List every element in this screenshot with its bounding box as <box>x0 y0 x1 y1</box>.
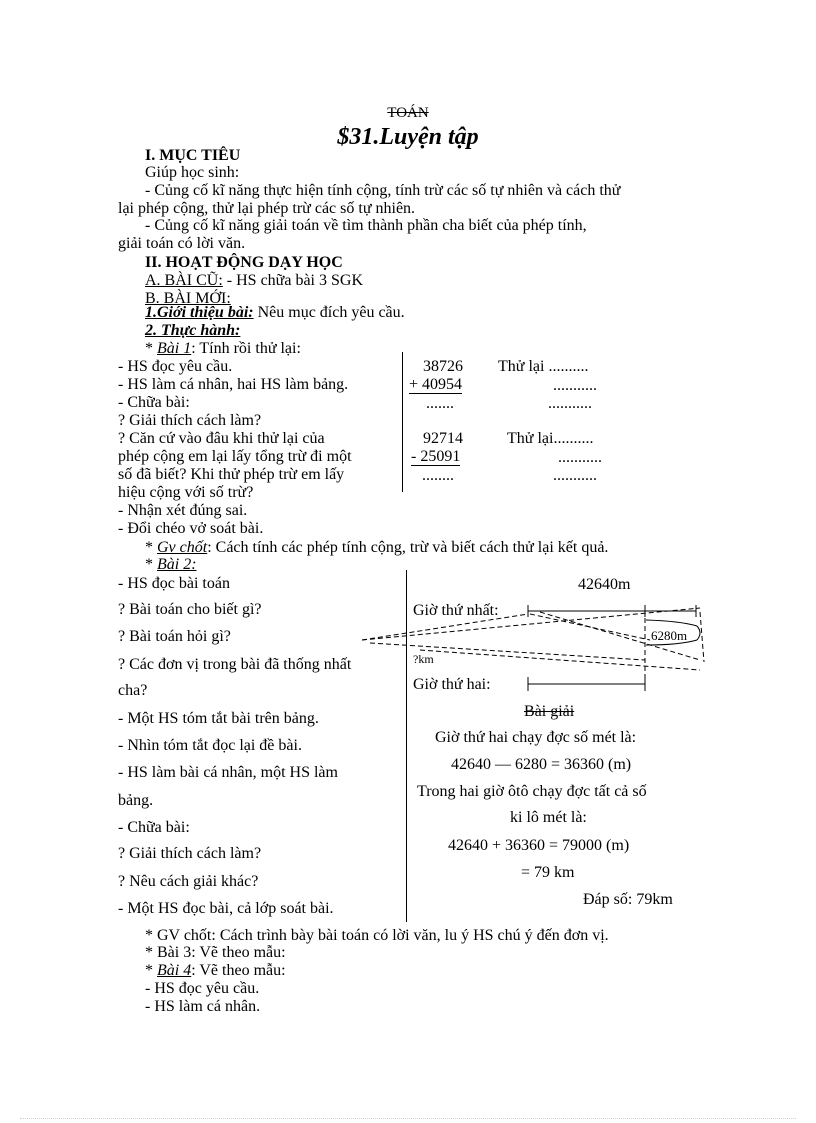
diagram-unknown: ?km <box>413 652 434 666</box>
diff-brace <box>646 620 700 645</box>
section1-heading: I. MỤC TIÊU <box>145 147 241 164</box>
check2-dots3: ........... <box>553 467 597 484</box>
bai1-left-7: hiệu cộng với số trừ? <box>118 484 254 501</box>
bai1-left-1: - HS làm cá nhân, hai HS làm bảng. <box>118 376 349 393</box>
check1-label: Thử lại .......... <box>498 358 589 375</box>
calc1-top: 38726 <box>423 358 463 375</box>
closing-line2: - HS làm cá nhân. <box>145 998 261 1015</box>
bai2-left-12: - Một HS đọc bài, cả lớp soát bài. <box>118 900 334 917</box>
section2-intro-label: 1.Giới thiệu bài: <box>145 304 254 321</box>
bai2-left-7: - HS làm bài cá nhân, một HS làm <box>118 764 338 781</box>
check2-dots2: ........... <box>558 449 602 466</box>
calc1-dots: ....... <box>426 395 454 412</box>
diagram-hour1: Giờ thứ nhất: <box>413 602 499 619</box>
bai1-title: Bài 1 <box>157 340 192 357</box>
solution-line-1: 42640 — 6280 = 36360 (m) <box>451 756 632 773</box>
solution-line-5: = 79 km <box>521 864 575 881</box>
solution-line-4: 42640 + 36360 = 79000 (m) <box>448 837 630 854</box>
gv-chot1-label: Gv chốt <box>157 539 208 556</box>
section2-intro-text: Nêu mục đích yêu cầu. <box>253 304 405 321</box>
goal2-line1: - Củng cố kĩ năng giải toán về tìm thành phần cha biết của phép tính, <box>145 217 587 234</box>
bai4-prefix: * <box>145 962 157 979</box>
practice-label: 2. Thực hành: <box>145 322 241 339</box>
dash-line-3 <box>370 643 645 660</box>
dash-right <box>700 612 704 662</box>
bai1-prefix: * <box>145 340 157 357</box>
section2-a-text: - HS chữa bài 3 SGK <box>222 272 363 289</box>
bai2-left-5: - Một HS tóm tắt bài trên bảng. <box>118 710 319 727</box>
bai1-left-3: ? Giải thích cách làm? <box>118 412 262 429</box>
solution-line-2: Trong hai giờ ôtô chạy đợc tất cả số <box>417 783 647 800</box>
calc2-dots: ........ <box>422 467 454 484</box>
lesson-title: $31.Luyện tập <box>337 124 479 150</box>
calc1-op-text: + 40954 <box>409 376 463 393</box>
dash-line-4 <box>540 612 700 660</box>
subject-title: TOÁN <box>387 105 429 121</box>
bai1-left-4: ? Căn cứ vào đâu khi thử lại của <box>118 430 325 447</box>
diagram-hour2: Giờ thứ hai: <box>413 676 491 693</box>
bai1-left-2: - Chữa bài: <box>118 394 190 411</box>
solution-line-0: Giờ thứ hai chạy đợc số mét là: <box>435 729 637 746</box>
diagram-diff: 6280m <box>651 628 688 643</box>
calc2-op-text: - 25091 <box>411 448 461 465</box>
bai2-left-4: cha? <box>118 682 148 699</box>
check1-dots2: ........... <box>553 377 597 394</box>
bai1-left-6: số đã biết? Khi thử phép trừ em lấy <box>118 466 345 483</box>
bai4-line <box>145 962 286 980</box>
bai1-left-8: - Nhận xét đúng sai. <box>118 502 248 519</box>
bai4-text: : Vẽ theo mẫu: <box>191 962 286 979</box>
bai2-left-11: ? Nêu cách giải khác? <box>118 873 259 890</box>
bai2-left-8: bảng. <box>118 792 154 809</box>
goal2-line2: giải toán có lời văn. <box>118 235 246 252</box>
calc2-top: 92714 <box>423 430 463 447</box>
bai2-left-1: ? Bài toán cho biết gì? <box>118 601 262 618</box>
bai1-text: : Tính rồi thử lại: <box>191 340 301 357</box>
dash-line-1 <box>362 614 528 640</box>
goal1-line1: - Củng cố kĩ năng thực hiện tính cộng, tính trừ các số tự nhiên và cách thử <box>145 182 621 199</box>
bai2-left-2: ? Bài toán hỏi gì? <box>118 628 231 645</box>
check1-dots3: ........... <box>548 395 592 412</box>
check2-label: Thử lại.......... <box>507 430 594 447</box>
section2-b-label: B. BÀI MỚI: <box>145 290 231 307</box>
closing-line1: - HS đọc yêu cầu. <box>145 980 260 997</box>
solution-answer: Đáp số: 79km <box>583 891 673 908</box>
bai3-line: * Bài 3: Vẽ theo mẫu: <box>145 944 286 961</box>
diagram-total: 42640m <box>578 576 631 593</box>
page-footer-rule <box>20 1118 796 1119</box>
gv-chot1-text: : Cách tính các phép tính cộng, trừ và biết cách thử lại kết quả. <box>207 539 609 556</box>
solution-line-3: ki lô mét là: <box>510 809 587 826</box>
gv-chot2: * GV chốt: Cách trình bày bài toán có lời văn, lu ý HS chú ý đến đơn vị. <box>145 927 609 944</box>
bai2-left-6: - Nhìn tóm tắt đọc lại đề bài. <box>118 737 302 754</box>
bai2-left-0: - HS đọc bài toán <box>118 575 230 592</box>
solution-title <box>524 703 574 721</box>
section2-a-label: A. BÀI CŨ: <box>145 272 223 289</box>
dash-line-2 <box>362 608 700 640</box>
bai2-prefix: * <box>145 556 157 573</box>
bai4-label: Bài 4 <box>157 962 192 979</box>
solution-title-text: Bài giải <box>524 703 575 720</box>
bai2-left-3: ? Các đơn vị trong bài đã thống nhất <box>118 656 352 673</box>
bai2-title: Bài 2: <box>157 556 197 573</box>
section1-intro: Giúp học sinh: <box>145 164 240 181</box>
goal1-line2: lại phép cộng, thử lại phép trừ các số tự nhiên. <box>118 200 416 217</box>
bai1-left-9: - Đổi chéo vở soát bài. <box>118 520 264 537</box>
gv-chot1-prefix: * <box>145 539 157 556</box>
bai2-left-10: ? Giải thích cách làm? <box>118 845 262 862</box>
bai1-left-5: phép cộng em lại lấy tổng trừ đi một <box>118 448 352 465</box>
bai1-left-0: - HS đọc yêu cầu. <box>118 358 233 375</box>
section2-heading: II. HOẠT ĐỘNG DẠY HỌC <box>145 254 343 271</box>
dash-line-6 <box>420 650 700 670</box>
bai2-left-9: - Chữa bài: <box>118 819 190 836</box>
